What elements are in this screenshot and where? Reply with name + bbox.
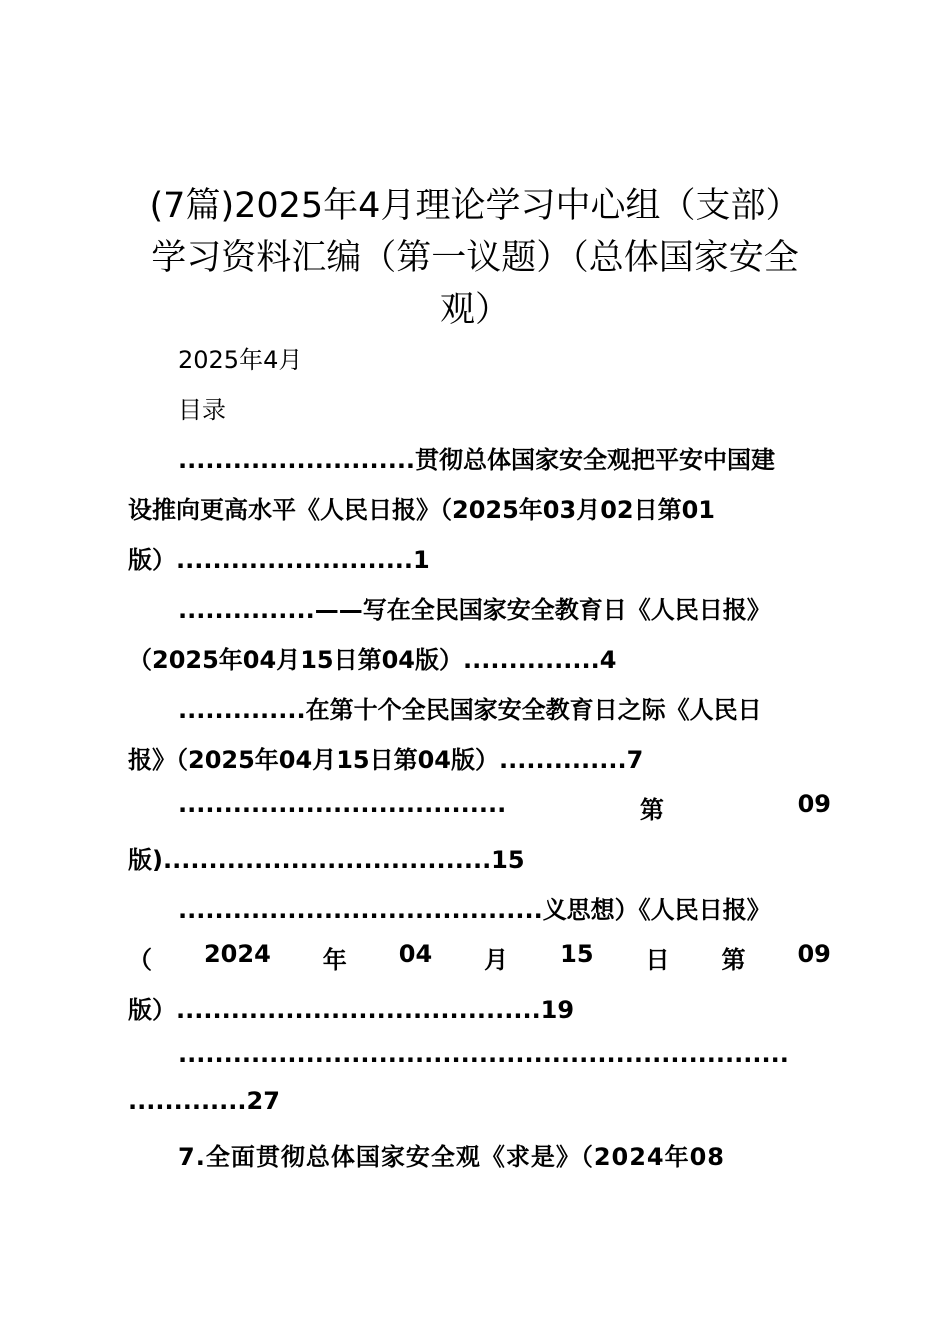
toc-line[interactable]: 版)....................................15 — [128, 846, 525, 874]
toc-fragment: 09 — [797, 940, 831, 968]
toc-line[interactable]: 版）........................................19 — [128, 996, 575, 1024]
toc-fragment: 年 — [322, 946, 347, 974]
toc-line[interactable]: 设推向更高水平《人民日报》（2025年03月02日第01 — [128, 496, 715, 524]
title-line: 学习资料汇编（第一议题）（总体国家安全 — [151, 238, 799, 278]
toc-fragment: .................................... — [178, 790, 507, 818]
toc-fragment: 15 — [560, 940, 594, 968]
toc-line[interactable]: 版）..........................1 — [128, 546, 430, 574]
toc-fragment: 09 — [797, 790, 831, 818]
toc-line[interactable]: .............27 — [128, 1087, 280, 1115]
toc-heading: 目录 — [178, 396, 226, 424]
toc-line-justified[interactable] — [178, 790, 831, 825]
toc-fragment: 04 — [398, 940, 433, 968]
toc-line[interactable]: 7.全面贯彻总体国家安全观《求是》（2024年08 — [178, 1143, 726, 1171]
title-line: 观） — [439, 290, 510, 330]
toc-line[interactable]: 报》（2025年04月15日第04版）..............7 — [128, 746, 644, 774]
toc-fragment: 日 — [645, 946, 670, 974]
toc-line-justified[interactable] — [128, 940, 831, 975]
toc-line[interactable]: ........................................义思想）《人民日报》 — [178, 896, 771, 924]
toc-line[interactable]: ..............在第十个全民国家安全教育日之际《人民日 — [178, 696, 762, 724]
toc-fragment: 第 — [721, 946, 746, 974]
toc-line[interactable]: ...............——写在全民国家安全教育日《人民日报》 — [178, 596, 771, 624]
title-line: (7篇)2025年4月理论学习中心组（支部） — [149, 186, 801, 226]
toc-fragment: 月 — [484, 946, 509, 974]
toc-line[interactable]: ..........................贯彻总体国家安全观把平安中国建 — [178, 446, 776, 474]
document-title — [120, 180, 830, 336]
document-date: 2025年4月 — [178, 346, 303, 374]
toc-fragment: 第 — [639, 796, 664, 824]
toc-line[interactable]: （2025年04月15日第04版）...............4 — [128, 646, 617, 674]
toc-fragment: 2024 — [203, 940, 271, 968]
toc-fragment: （ — [128, 946, 152, 974]
toc-line[interactable]: ................................................................... — [178, 1040, 789, 1068]
